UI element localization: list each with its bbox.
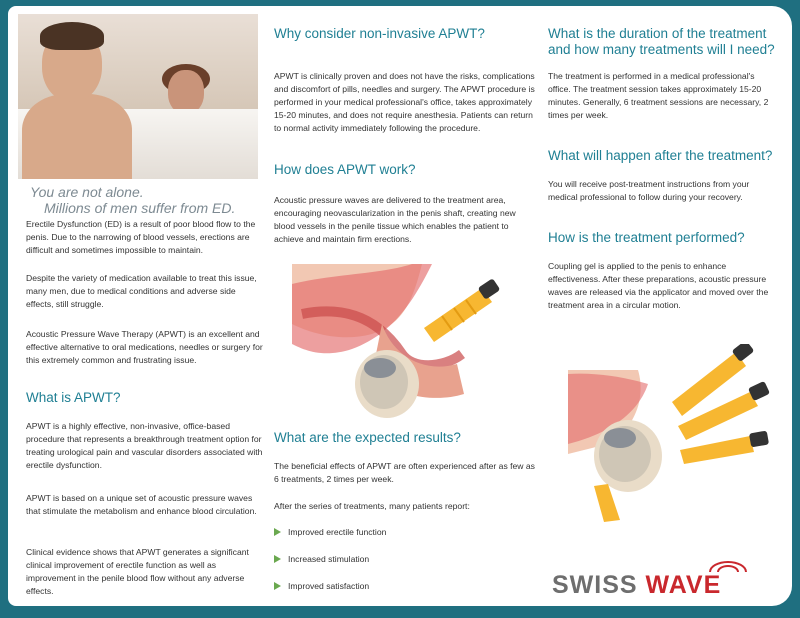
- results-bullet-list: [274, 526, 536, 593]
- swiss-wave-logo: [552, 562, 776, 598]
- logo-text: [552, 572, 721, 598]
- expected-results-text-2: After the series of treatments, many patients report:: [274, 501, 470, 511]
- intro-paragraph-1: Erectile Dysfunction (ED) is a result of poor blood flow to the penis. Due to the narrowing of blood vessels, erections are difficult and sometimes impossible to maintain.: [26, 219, 256, 255]
- treatment-performed-heading: How is the treatment performed?: [548, 230, 745, 245]
- results-bullet-item: Improved satisfaction: [274, 580, 536, 593]
- triangle-bullet-icon: [274, 582, 281, 590]
- brochure-page: [8, 6, 792, 606]
- results-bullet-item: Improved erectile function: [274, 526, 536, 539]
- why-consider-text: APWT is clinically proven and does not have the risks, complications and discomfort of pills, needles and surgery. The APWT procedure is performed in your medical professional's office, takes approximately 15-20 minutes, and does not require anesthesia. Patients can return to normal activity immediately following the procedure.: [274, 71, 535, 133]
- logo-word-swiss: SWISS: [552, 571, 646, 599]
- duration-heading: What is the duration of the treatment and how many treatments will I need?: [548, 26, 775, 57]
- man-hair: [40, 22, 104, 50]
- what-is-paragraph-3: Clinical evidence shows that APWT generates a significant clinical improvement of erectile function as well as improvement in the penile blood flow without any adverse effects.: [26, 547, 249, 596]
- tagline-line-1: You are not alone.: [30, 184, 144, 200]
- why-consider-heading: Why consider non-invasive APWT?: [274, 26, 485, 41]
- intro-paragraph-2: Despite the variety of medication available to treat this issue, many men, due to medical conditions and adverse side effects, still struggle.: [26, 273, 257, 309]
- tagline: [30, 184, 260, 216]
- intro-paragraph-3: Acoustic Pressure Wave Therapy (APWT) is an excellent and effective alternative to oral medications, needles or surgery for this extremely common and frustrating issue.: [26, 329, 263, 365]
- logo-word-wave: WAVE: [645, 571, 722, 599]
- duration-text: The treatment is performed in a medical professional's office. The treatment session takes approximately 15-20 minutes. Generally, 6 treatment sessions are necessary, 2 times per week.: [548, 71, 769, 120]
- how-does-apwt-work-heading: How does APWT work?: [274, 162, 416, 177]
- results-bullet-item: Increased stimulation: [274, 553, 536, 566]
- what-is-paragraph-2: APWT is based on a unique set of acoustic pressure waves that stimulate the metabolism and enhance blood circulation.: [26, 493, 257, 516]
- after-treatment-heading: What will happen after the treatment?: [548, 148, 773, 163]
- expected-results-text-1: The beneficial effects of APWT are often experienced after as few as 6 treatments, 2 times per week.: [274, 461, 535, 484]
- tagline-line-2: Millions of men suffer from ED.: [44, 200, 236, 216]
- woman-figure: [168, 70, 204, 114]
- triangle-bullet-icon: [274, 555, 281, 563]
- what-is-paragraph-1: APWT is a highly effective, non-invasive, office-based procedure that represents a breakthrough treatment option for treating urological pain and vascular disorders associated with erectile dysfunction.: [26, 421, 263, 470]
- triangle-bullet-icon: [274, 528, 281, 536]
- after-treatment-text: You will receive post-treatment instructions from your medical professional to follow during your recovery.: [548, 179, 750, 202]
- expected-results-heading: What are the expected results?: [274, 430, 461, 445]
- man-body: [22, 94, 132, 179]
- anatomy-illustration-1: [292, 264, 504, 422]
- anatomy-illustration-2: [568, 344, 776, 522]
- what-is-apwt-heading: What is APWT?: [26, 390, 121, 405]
- how-does-apwt-work-text: Acoustic pressure waves are delivered to the treatment area, encouraging neovascularization in the penis shaft, creating new blood vessels in the penile tissue which enables the patient to achieve and maintain firm erections.: [274, 195, 516, 244]
- treatment-performed-text: Coupling gel is applied to the penis to enhance effectiveness. After these preparations, acoustic pressure waves are released via the applicator and moved over the treatment area in a circular motion.: [548, 261, 769, 310]
- couple-photo: [18, 14, 258, 179]
